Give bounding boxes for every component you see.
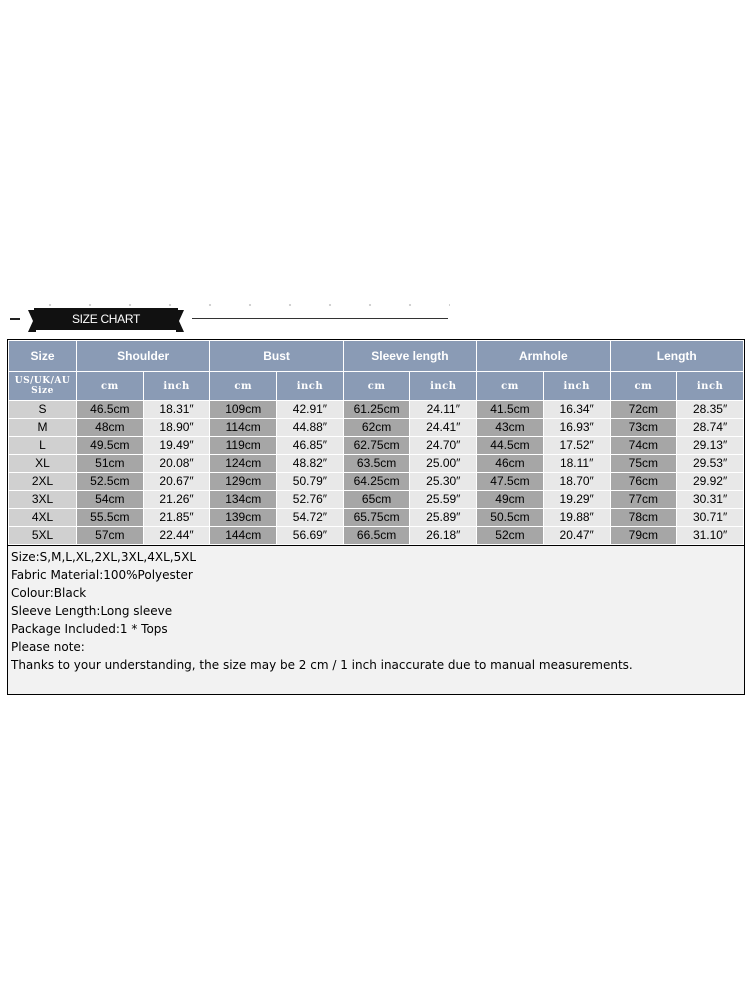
cm-cell: 124cm [210, 455, 277, 473]
unit-cm-header: cm [210, 372, 277, 401]
inch-cell: 30.71″ [677, 509, 744, 527]
cm-cell: 65cm [343, 491, 410, 509]
inch-cell: 18.11″ [543, 455, 610, 473]
cm-cell: 44.5cm [477, 437, 544, 455]
cm-cell: 78cm [610, 509, 677, 527]
table-header-row [9, 341, 744, 372]
cm-cell: 75cm [610, 455, 677, 473]
cm-cell: 57cm [77, 527, 144, 545]
inch-cell: 25.30″ [410, 473, 477, 491]
product-notes [8, 545, 744, 694]
size-cell: 2XL [9, 473, 77, 491]
inch-cell: 19.29″ [543, 491, 610, 509]
cm-cell: 64.25cm [343, 473, 410, 491]
size-cell: S [9, 401, 77, 419]
cm-cell: 72cm [610, 401, 677, 419]
cm-cell: 66.5cm [343, 527, 410, 545]
inch-cell: 48.82″ [277, 455, 344, 473]
cm-cell: 52.5cm [77, 473, 144, 491]
length-header: Length [610, 341, 744, 372]
table-row [9, 491, 744, 509]
inch-cell: 17.52″ [543, 437, 610, 455]
unit-inch-header: inch [410, 372, 477, 401]
inch-cell: 22.44″ [143, 527, 210, 545]
inch-cell: 20.47″ [543, 527, 610, 545]
note-line: Sleeve Length:Long sleeve [11, 604, 173, 618]
cm-cell: 49.5cm [77, 437, 144, 455]
unit-cm-header: cm [477, 372, 544, 401]
cm-cell: 79cm [610, 527, 677, 545]
size-chart-banner [0, 296, 750, 336]
cm-cell: 119cm [210, 437, 277, 455]
unit-cm-header: cm [343, 372, 410, 401]
cm-cell: 134cm [210, 491, 277, 509]
table-body [9, 401, 744, 545]
size-chart-title: SIZE CHART [71, 312, 141, 326]
table-row [9, 437, 744, 455]
inch-cell: 21.26″ [143, 491, 210, 509]
table-row [9, 527, 744, 545]
shoulder-header: Shoulder [77, 341, 210, 372]
inch-cell: 20.67″ [143, 473, 210, 491]
cm-cell: 55.5cm [77, 509, 144, 527]
note-line: Thanks to your understanding, the size may be 2 cm / 1 inch inaccurate due to manual measurements. [11, 658, 633, 672]
inch-cell: 52.76″ [277, 491, 344, 509]
cm-cell: 129cm [210, 473, 277, 491]
table-row [9, 401, 744, 419]
size-column-header: Size [9, 341, 77, 372]
cm-cell: 54cm [77, 491, 144, 509]
inch-cell: 25.59″ [410, 491, 477, 509]
inch-cell: 21.85″ [143, 509, 210, 527]
table-row [9, 419, 744, 437]
table-row [9, 455, 744, 473]
cm-cell: 77cm [610, 491, 677, 509]
inch-cell: 28.35″ [677, 401, 744, 419]
inch-cell: 24.70″ [410, 437, 477, 455]
size-chart-box [7, 339, 745, 695]
cm-cell: 47.5cm [477, 473, 544, 491]
unit-inch-header: inch [677, 372, 744, 401]
size-cell: M [9, 419, 77, 437]
bust-header: Bust [210, 341, 343, 372]
inch-cell: 28.74″ [677, 419, 744, 437]
size-cell: 4XL [9, 509, 77, 527]
size-chart-tag [28, 306, 184, 334]
size-cell: XL [9, 455, 77, 473]
table-row [9, 509, 744, 527]
inch-cell: 29.92″ [677, 473, 744, 491]
unit-cm-header: cm [610, 372, 677, 401]
cm-cell: 76cm [610, 473, 677, 491]
inch-cell: 24.11″ [410, 401, 477, 419]
left-dash-decoration [10, 318, 20, 320]
inch-cell: 54.72″ [277, 509, 344, 527]
cm-cell: 43cm [477, 419, 544, 437]
note-line: Size:S,M,L,XL,2XL,3XL,4XL,5XL [11, 550, 197, 564]
inch-cell: 46.85″ [277, 437, 344, 455]
inch-cell: 29.53″ [677, 455, 744, 473]
unit-inch-header: inch [543, 372, 610, 401]
cm-cell: 52cm [477, 527, 544, 545]
inch-cell: 19.88″ [543, 509, 610, 527]
cm-cell: 62cm [343, 419, 410, 437]
cm-cell: 109cm [210, 401, 277, 419]
inch-cell: 29.13″ [677, 437, 744, 455]
inch-cell: 44.88″ [277, 419, 344, 437]
unit-cm-header: cm [77, 372, 144, 401]
cm-cell: 50.5cm [477, 509, 544, 527]
cm-cell: 41.5cm [477, 401, 544, 419]
cm-cell: 114cm [210, 419, 277, 437]
inch-cell: 25.89″ [410, 509, 477, 527]
inch-cell: 31.10″ [677, 527, 744, 545]
armhole-header: Armhole [477, 341, 610, 372]
inch-cell: 56.69″ [277, 527, 344, 545]
cm-cell: 73cm [610, 419, 677, 437]
note-line: Package Included:1 * Tops [11, 622, 168, 636]
size-table [8, 340, 744, 545]
cm-cell: 63.5cm [343, 455, 410, 473]
inch-cell: 42.91″ [277, 401, 344, 419]
cm-cell: 139cm [210, 509, 277, 527]
cm-cell: 51cm [77, 455, 144, 473]
note-line: Please note: [11, 640, 85, 654]
cm-cell: 46.5cm [77, 401, 144, 419]
cm-cell: 48cm [77, 419, 144, 437]
unit-inch-header: inch [277, 372, 344, 401]
cm-cell: 62.75cm [343, 437, 410, 455]
size-cell: 5XL [9, 527, 77, 545]
inch-cell: 18.70″ [543, 473, 610, 491]
cm-cell: 144cm [210, 527, 277, 545]
cm-cell: 65.75cm [343, 509, 410, 527]
inch-cell: 25.00″ [410, 455, 477, 473]
size-cell: 3XL [9, 491, 77, 509]
unit-header-row [9, 372, 744, 401]
inch-cell: 26.18″ [410, 527, 477, 545]
cm-cell: 61.25cm [343, 401, 410, 419]
table-row [9, 473, 744, 491]
inch-cell: 16.93″ [543, 419, 610, 437]
region-size-header: US/UK/AU Size [9, 372, 77, 401]
right-rule-decoration [192, 318, 448, 319]
inch-cell: 16.34″ [543, 401, 610, 419]
inch-cell: 18.90″ [143, 419, 210, 437]
inch-cell: 18.31″ [143, 401, 210, 419]
inch-cell: 24.41″ [410, 419, 477, 437]
unit-inch-header: inch [143, 372, 210, 401]
sleeve-length-header: Sleeve length [343, 341, 476, 372]
cm-cell: 46cm [477, 455, 544, 473]
inch-cell: 20.08″ [143, 455, 210, 473]
cm-cell: 49cm [477, 491, 544, 509]
inch-cell: 50.79″ [277, 473, 344, 491]
note-line: Colour:Black [11, 586, 87, 600]
size-cell: L [9, 437, 77, 455]
cm-cell: 74cm [610, 437, 677, 455]
inch-cell: 30.31″ [677, 491, 744, 509]
inch-cell: 19.49″ [143, 437, 210, 455]
note-line: Fabric Material:100%Polyester [11, 568, 193, 582]
